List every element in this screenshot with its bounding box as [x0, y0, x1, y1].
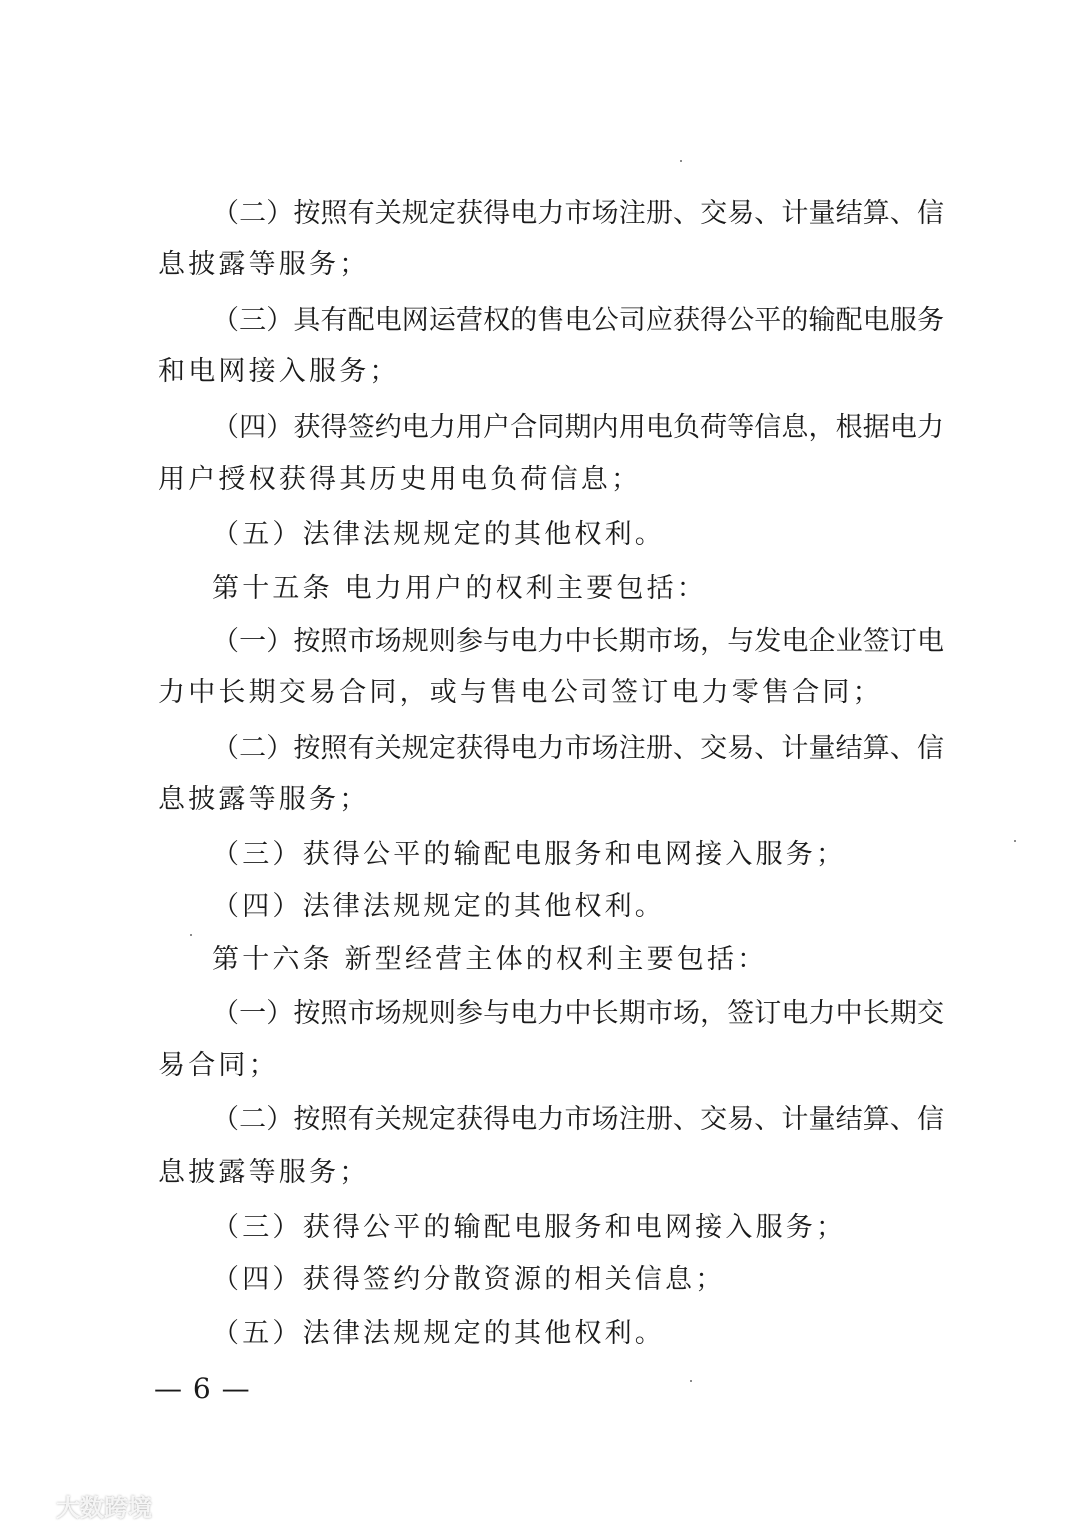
- watermark-text: 大数跨境: [56, 1493, 152, 1522]
- text-line: （三）获得公平的输配电服务和电网接入服务；: [212, 1212, 847, 1243]
- weibo-logo-icon: [8, 1491, 52, 1519]
- text-line: 用户授权获得其历史用电负荷信息；: [158, 464, 642, 495]
- text-line: （二）按照有关规定获得电力市场注册、交易、计量结算、信: [212, 198, 944, 229]
- text-line: （二）按照有关规定获得电力市场注册、交易、计量结算、信: [212, 1104, 944, 1135]
- text-line: （五）法律法规规定的其他权利。: [212, 1318, 665, 1349]
- scan-speck: [690, 1380, 692, 1382]
- text-line: 息披露等服务；: [158, 1157, 370, 1188]
- text-line: （四）获得签约电力用户合同期内用电负荷等信息，根据电力: [212, 412, 944, 443]
- text-line: （一）按照市场规则参与电力中长期市场，签订电力中长期交: [212, 998, 944, 1029]
- text-line: （五）法律法规规定的其他权利。: [212, 519, 665, 550]
- text-line: （三）获得公平的输配电服务和电网接入服务；: [212, 839, 847, 870]
- text-line: 息披露等服务；: [158, 249, 370, 280]
- scan-speck: [190, 934, 192, 936]
- page-number: — 6 —: [154, 1372, 251, 1405]
- text-line: 息披露等服务；: [158, 784, 370, 815]
- text-line: （四）法律法规规定的其他权利。: [212, 891, 665, 922]
- article-heading: 第十六条 新型经营主体的权利主要包括：: [212, 944, 768, 975]
- text-line: 和电网接入服务；: [158, 356, 400, 387]
- article-heading: 第十五条 电力用户的权利主要包括：: [212, 573, 707, 604]
- text-line: （四）获得签约分散资源的相关信息；: [212, 1264, 726, 1295]
- text-line: 力中长期交易合同，或与售电公司签订电力零售合同；: [158, 677, 883, 708]
- scan-speck: [680, 160, 682, 162]
- text-line: （三）具有配电网运营权的售电公司应获得公平的输配电服务: [212, 305, 944, 336]
- text-line: （二）按照有关规定获得电力市场注册、交易、计量结算、信: [212, 733, 944, 764]
- scan-speck: [1014, 840, 1016, 842]
- text-line: （一）按照市场规则参与电力中长期市场，与发电企业签订电: [212, 626, 944, 657]
- text-line: 易合同；: [158, 1050, 279, 1081]
- watermark: [8, 1490, 152, 1520]
